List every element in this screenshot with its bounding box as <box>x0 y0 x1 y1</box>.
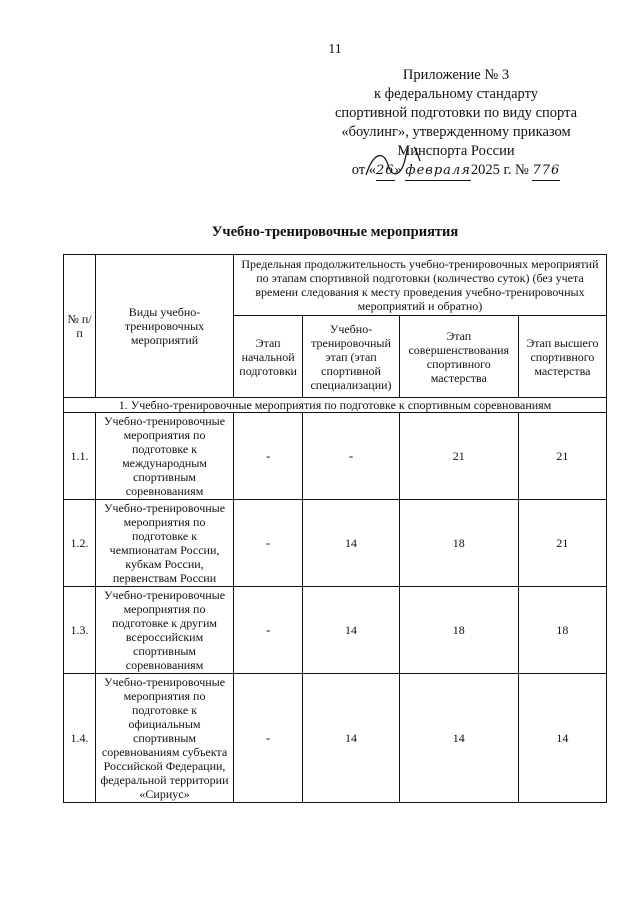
row-value: 18 <box>399 500 518 587</box>
row-value: - <box>303 413 399 500</box>
row-value: 21 <box>518 413 606 500</box>
appendix-line-5: Минспорта России <box>397 143 515 159</box>
table-row <box>64 500 607 587</box>
document-title: Учебно-тренировочные мероприятия <box>211 224 459 240</box>
order-line <box>306 161 606 181</box>
section-row <box>64 398 607 413</box>
row-kind: Учебно-тренировочные мероприятия по подготовке к международным спортивным соревнованиям <box>96 413 234 500</box>
order-month: февраля <box>405 161 470 181</box>
row-kind: Учебно-тренировочные мероприятия по подготовке к официальным спортивным соревнованиям субъекта Российской Федерации, федеральной территории «Сириус» <box>96 674 234 803</box>
section-title: 1. Учебно-тренировочные мероприятия по подготовке к спортивным соревнованиям <box>64 398 607 413</box>
row-num: 1.1. <box>64 413 96 500</box>
row-value: 21 <box>399 413 518 500</box>
appendix-line-4: «боулинг», утвержденному приказом <box>341 124 571 140</box>
row-kind: Учебно-тренировочные мероприятия по подготовке к чемпионатам России, кубкам России, первенствам России <box>96 500 234 587</box>
row-value: - <box>233 500 302 587</box>
row-value: - <box>233 587 302 674</box>
table-header-row <box>64 255 607 316</box>
header-num: № п/п <box>64 255 96 398</box>
appendix-title: Приложение № 3 <box>402 67 510 83</box>
order-mid: » <box>394 162 402 178</box>
row-kind: Учебно-тренировочные мероприятия по подготовке к другим всероссийским спортивным соревнованиям <box>96 587 234 674</box>
stage-header: Этап высшего спортивного мастерства <box>518 316 606 398</box>
stage-header: Этап начальной подготовки <box>233 316 302 398</box>
order-prefix: от « <box>351 162 376 178</box>
row-value: 14 <box>303 587 399 674</box>
row-value: 14 <box>518 674 606 803</box>
header-kind: Виды учебно-тренировочных мероприятий <box>96 255 234 398</box>
row-value: 14 <box>303 500 399 587</box>
header-duration: Предельная продолжительность учебно-тренировочных мероприятий по этапам спортивной подготовки (количество суток) (без учета времени следования к месту проведения учебно-тренировочных мероприятий и обратно) <box>233 255 606 316</box>
page-number: 11 <box>328 42 342 57</box>
row-value: 14 <box>303 674 399 803</box>
row-value: - <box>233 674 302 803</box>
order-number: 776 <box>532 161 560 181</box>
appendix-block <box>306 66 606 181</box>
table-row <box>64 674 607 803</box>
table-row <box>64 587 607 674</box>
row-value: - <box>233 413 302 500</box>
row-value: 18 <box>399 587 518 674</box>
row-num: 1.3. <box>64 587 96 674</box>
stage-header: Этап совершенствования спортивного мастерства <box>399 316 518 398</box>
table-row <box>64 413 607 500</box>
order-year: 2025 г. № <box>470 162 529 178</box>
appendix-line-3: спортивной подготовки по виду спорта <box>334 105 578 121</box>
stage-header: Учебно-тренировочный этап (этап спортивной специализации) <box>303 316 399 398</box>
row-value: 21 <box>518 500 606 587</box>
row-value: 18 <box>518 587 606 674</box>
training-events-table <box>63 254 607 803</box>
row-value: 14 <box>399 674 518 803</box>
row-num: 1.4. <box>64 674 96 803</box>
appendix-line-2: к федеральному стандарту <box>374 86 538 102</box>
order-day: 26 <box>376 161 395 181</box>
row-num: 1.2. <box>64 500 96 587</box>
